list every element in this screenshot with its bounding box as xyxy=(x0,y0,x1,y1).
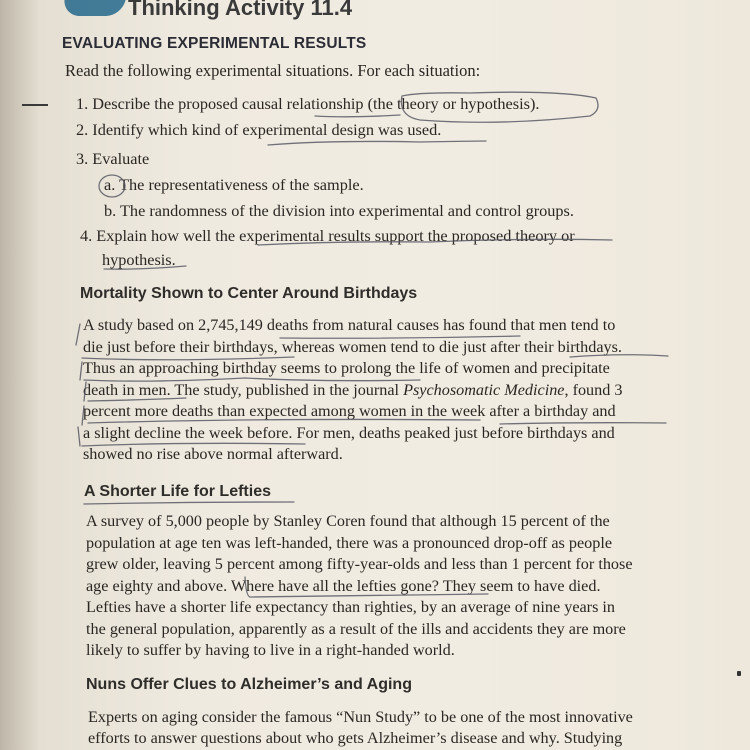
activity-logo-icon xyxy=(58,0,127,16)
paragraph-line: showed no rise above normal afterward. xyxy=(83,445,343,463)
paragraph-line: Lefties have a shorter life expectancy than righties, by an average of nine years in xyxy=(86,598,616,616)
paragraph-line: A study based on 2,745,149 deaths from natural causes has found that men tend to xyxy=(83,316,616,334)
instruction-item-3b: b. The randomness of the division into experimental and control groups. xyxy=(104,201,574,220)
paragraph-line: grew older, leaving 5 percent among fifty-year-olds and less than 1 percent for those xyxy=(86,555,633,573)
page-gutter-shadow xyxy=(0,0,40,750)
paragraph-line: age eighty and above. Where have all the lefties gone? They seem to have died. xyxy=(86,576,601,595)
paragraph-nuns xyxy=(88,707,688,749)
paragraph-line: A survey of 5,000 people by Stanley Coren found that although 15 percent of the xyxy=(86,512,610,530)
instruction-item-3: 3. Evaluate xyxy=(76,149,150,168)
paragraph-line: percent more deaths than expected among women in the week after a birthday and xyxy=(83,402,616,420)
paragraph-line: Thus an approaching birthday seems to prolong the life of women and precipitate xyxy=(83,359,610,377)
instruction-item-2: 2. Identify which kind of experimental design was used. xyxy=(76,120,442,139)
underline-lefties-title xyxy=(84,502,294,504)
underline-experimental-design xyxy=(268,141,486,145)
section-heading: EVALUATING EXPERIMENTAL RESULTS xyxy=(62,35,367,52)
bracket-slight xyxy=(78,427,80,446)
paragraph-line: likely to suffer by having to live in a right-handed world. xyxy=(86,641,455,659)
section-title-birthdays: Mortality Shown to Center Around Birthdays xyxy=(80,285,418,302)
margin-dot xyxy=(737,671,741,676)
paragraph-line: population at age ten was left-handed, there was a pronounced drop-off as people xyxy=(86,533,613,552)
line-text: death in men. The study, published in the journal xyxy=(83,380,404,399)
paragraph-line: Experts on aging consider the famous “Nun Study” to be one of the most innovative xyxy=(88,708,633,726)
instruction-item-1: 1. Describe the proposed causal relationship (the theory or hypothesis). xyxy=(76,94,540,113)
paragraph-line xyxy=(83,380,683,402)
paragraph-lefties xyxy=(86,511,686,662)
line-text: , found 3 xyxy=(564,380,623,399)
paragraph-line: efforts to answer questions about who gets Alzheimer’s disease and why. Studying xyxy=(88,729,623,747)
journal-title: Psychosomatic Medicine xyxy=(403,380,565,399)
paragraph-line: die just before their birthdays, whereas women tend to die just after their birthdays. xyxy=(83,337,622,356)
margin-pen-mark xyxy=(22,104,48,106)
bracket-study xyxy=(76,324,80,345)
paragraph-birthdays xyxy=(83,315,683,466)
paragraph-line: the general population, apparently as a result of the ills and accidents they are more xyxy=(86,619,626,638)
paragraph-line: a slight decline the week before. For men, deaths peaked just before birthdays and xyxy=(83,423,615,442)
instruction-item-4: 4. Explain how well the experimental results support the proposed theory or xyxy=(80,226,575,245)
section-title-nuns: Nuns Offer Clues to Alzheimer’s and Aging xyxy=(86,676,412,693)
bracket-thus xyxy=(80,362,82,380)
underline-relationship xyxy=(315,115,400,117)
intro-text: Read the following experimental situations. For each situation: xyxy=(65,61,481,80)
instruction-item-3a: a. The representativeness of the sample. xyxy=(104,175,364,194)
activity-title: Thinking Activity 11.4 xyxy=(128,0,353,20)
section-title-lefties: A Shorter Life for Lefties xyxy=(84,483,271,500)
instruction-item-4-cont: hypothesis. xyxy=(102,250,176,269)
